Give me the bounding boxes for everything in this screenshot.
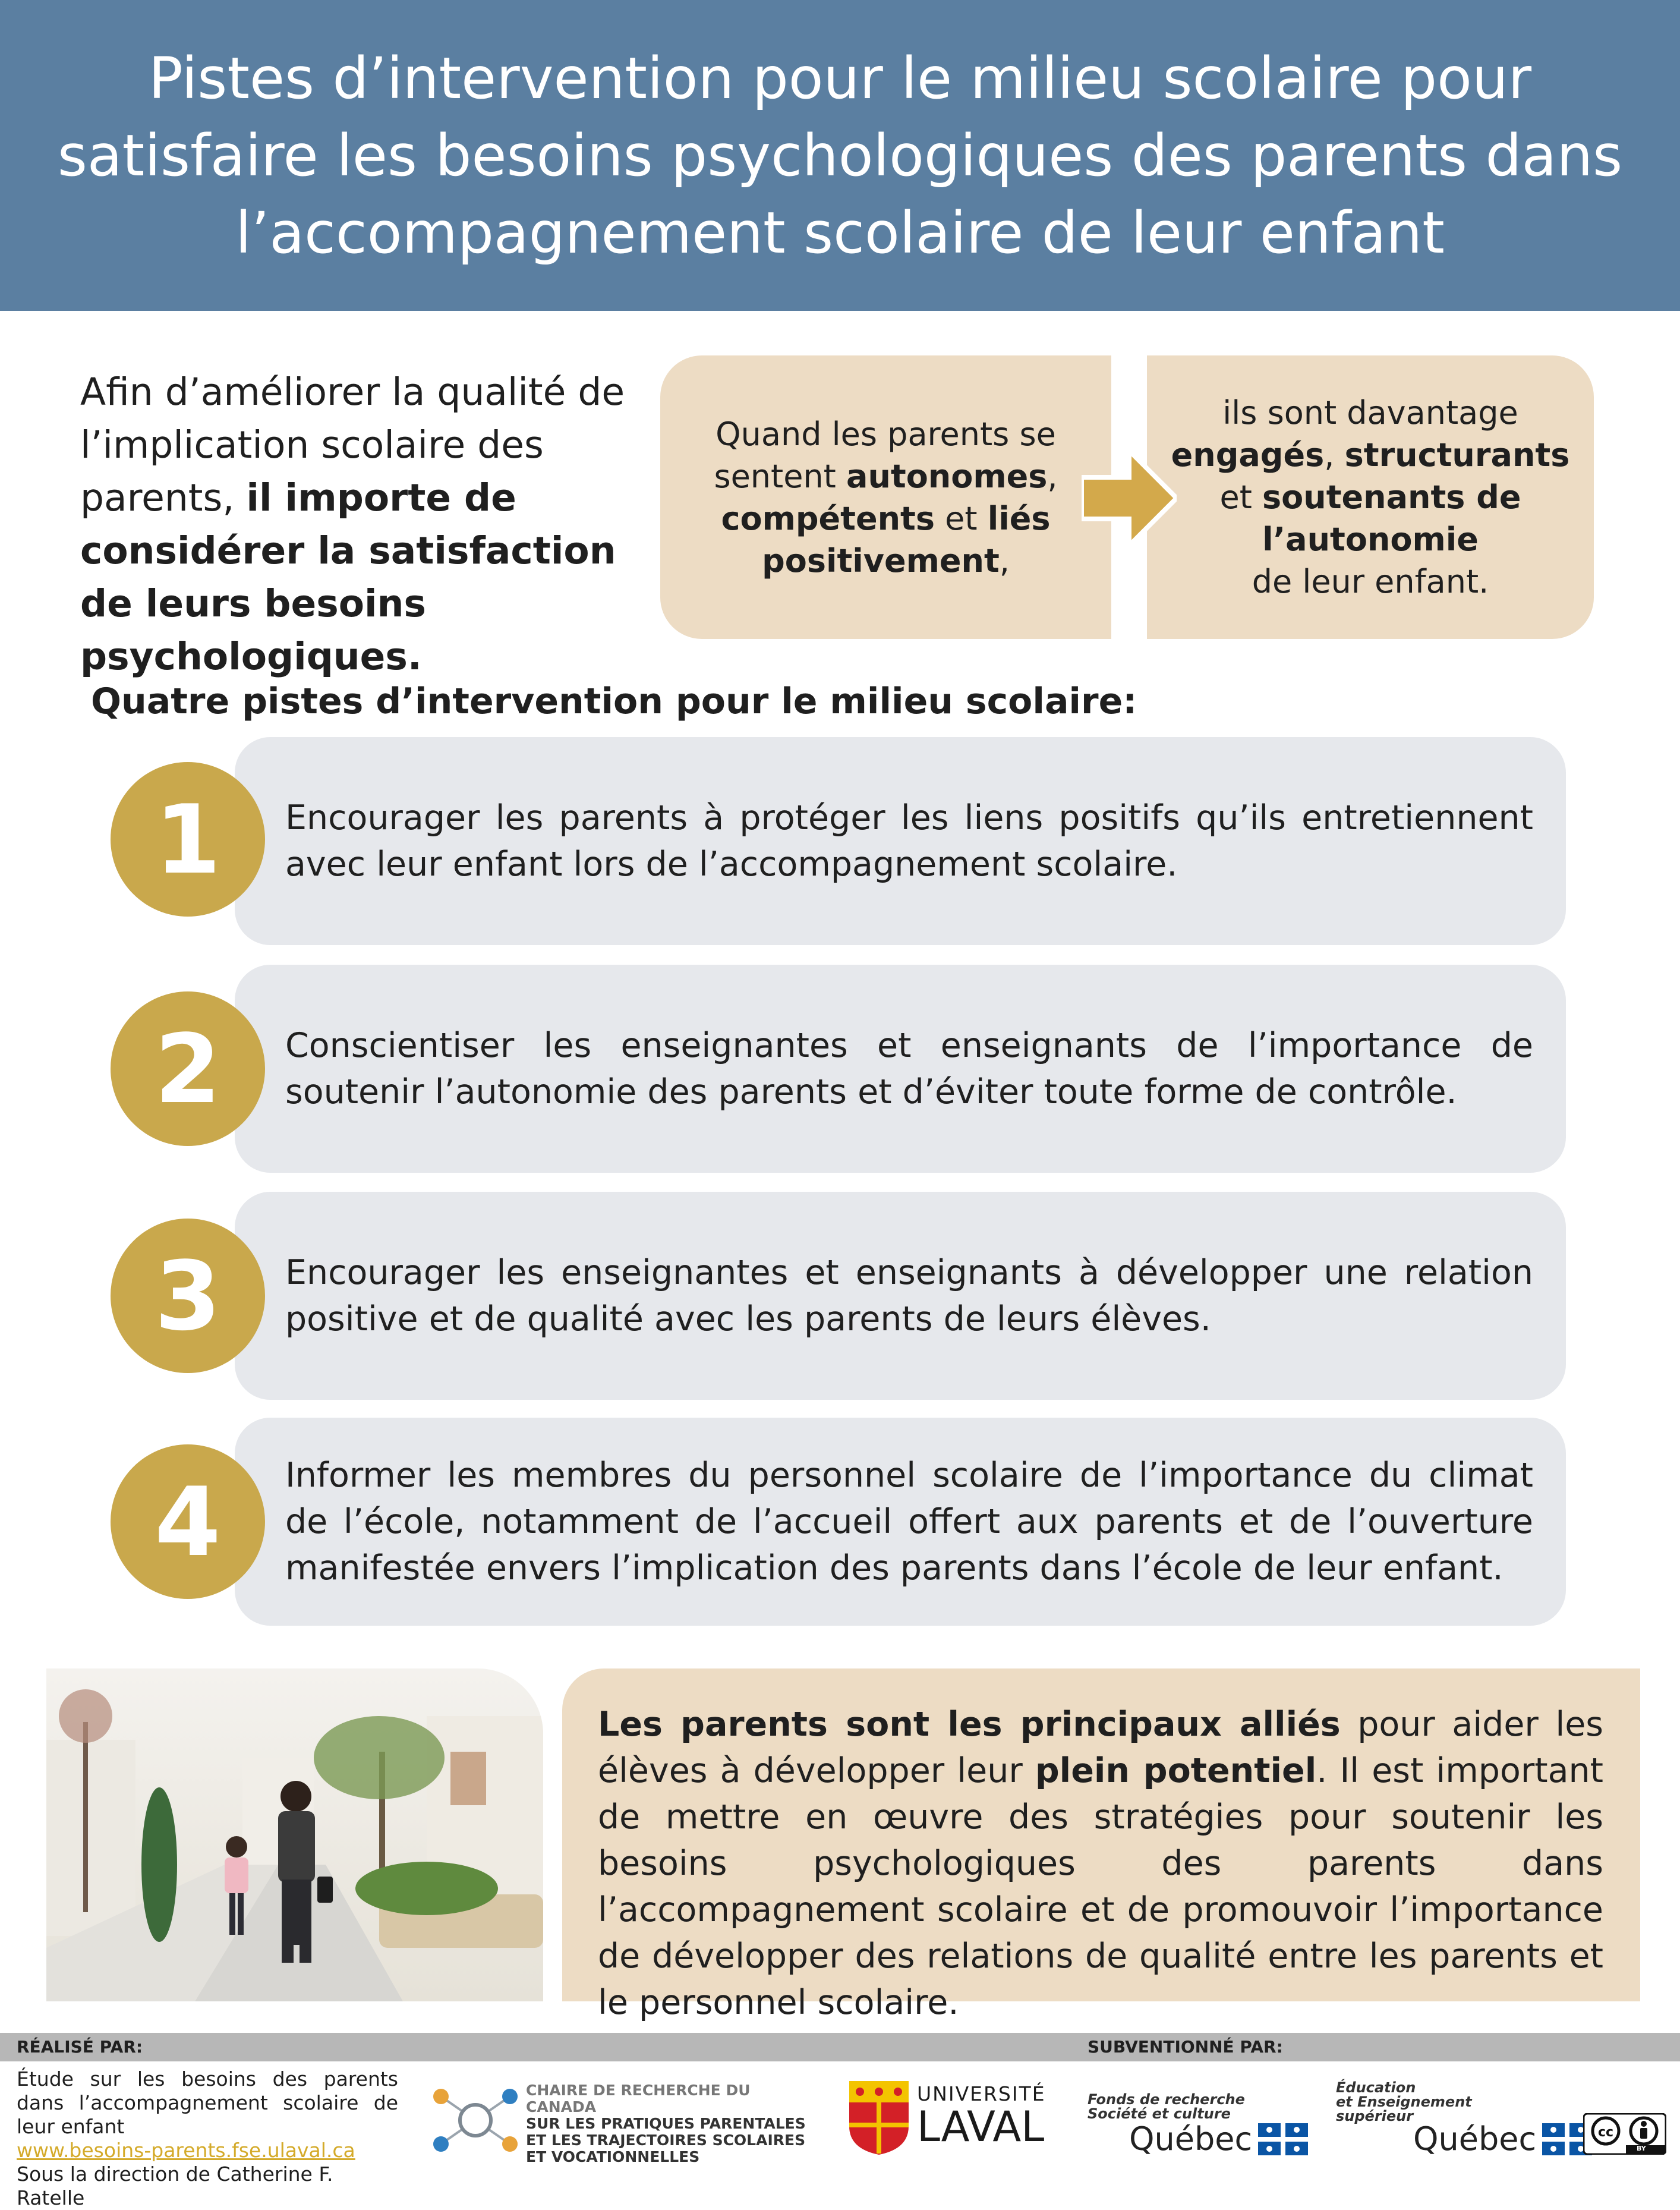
- conclusion-text-1: pour aider les élèves à développer leur: [598, 1705, 1603, 1790]
- box-left-bold-2: compétents: [721, 499, 935, 537]
- frq-line-1: Fonds de recherche: [1088, 2091, 1245, 2108]
- svg-text:cc: cc: [1597, 2125, 1614, 2140]
- arrow-right-icon: [1082, 451, 1177, 546]
- box-right-bold-1: engagés: [1171, 436, 1325, 474]
- network-icon: [428, 2079, 523, 2156]
- laval-name: LAVAL: [917, 2102, 1045, 2151]
- laval-universite: UNIVERSITÉ: [917, 2082, 1046, 2105]
- direction-line: Sous la direction de Catherine F. Ratelle: [17, 2162, 333, 2209]
- box-right-text-2: ,: [1324, 436, 1345, 474]
- ees-quebec: Québec: [1413, 2120, 1537, 2158]
- box-right-bold-3: soutenants de l’autonomie: [1262, 478, 1521, 558]
- cc-by-label: BY: [1637, 2145, 1646, 2152]
- box-right-text-3: et: [1219, 478, 1263, 516]
- title-rest: pour: [1382, 45, 1532, 112]
- piste-text-1: Encourager les parents à protéger les liens positifs qu’ils entretiennent avec leur enfant lors de l’accompagnement scolaire.: [285, 798, 1533, 884]
- laval-wordmark: [917, 2082, 1046, 2151]
- conclusion-text-2: . Il est important de mettre en œuvre des stratégies pour soutenir les besoins psychologiques des parents dans l’accompagnement scolaire et de promouvoir l’importance de développer des relations de qualité entre les parents et le personnel scolaire.: [598, 1751, 1604, 2022]
- box-right-text-1: ils sont davantage: [1222, 394, 1518, 432]
- intro-bold: il importe de considérer la satisfaction de leurs besoins psychologiques.: [80, 476, 616, 678]
- piste-card-2: [235, 965, 1566, 1173]
- chaire-line-2: SUR LES PRATIQUES PARENTALES: [526, 2115, 806, 2132]
- box-left-text-1: Quand les parents se sentent: [714, 415, 1056, 495]
- chaire-logo: [428, 2079, 820, 2165]
- ees-logo: [1336, 2080, 1562, 2158]
- subventionne-label: SUBVENTIONNÉ PAR:: [1088, 2037, 1283, 2057]
- chaire-line-4: ET VOCATIONNELLES: [526, 2148, 700, 2165]
- footer-bar: [0, 2033, 1680, 2061]
- title-line-2: satisfaire les besoins psychologiques des parents dans: [57, 122, 1623, 189]
- ees-line-1: Éducation: [1336, 2079, 1416, 2096]
- header-banner: [0, 0, 1680, 311]
- piste-card-1: [235, 737, 1566, 945]
- footer-credits: [17, 2067, 398, 2210]
- cc-by-license: [1583, 2113, 1666, 2155]
- box-right-bold-2: structurants: [1344, 436, 1570, 474]
- ees-line-3: supérieur: [1336, 2108, 1414, 2124]
- conclusion-bold-2: plein potentiel: [1035, 1751, 1317, 1790]
- piste-number-2: 2: [111, 991, 265, 1146]
- piste-card-3: [235, 1192, 1566, 1400]
- title-bold: Pistes d’intervention pour le milieu scolaire: [148, 45, 1383, 112]
- parent-child-photo: [46, 1668, 543, 2001]
- piste-card-4: [235, 1418, 1566, 1626]
- laval-logo: [847, 2079, 1046, 2159]
- box-left-bold-1: autonomes: [846, 457, 1048, 495]
- box-left-text-3: et: [934, 499, 988, 537]
- frq-line-2: Société et culture: [1088, 2105, 1231, 2122]
- intro-paragraph: [80, 366, 645, 683]
- realise-label: RÉALISÉ PAR:: [17, 2037, 143, 2057]
- piste-number-1: 1: [111, 762, 265, 917]
- chaire-name: [526, 2082, 820, 2165]
- condition-box: [660, 355, 1111, 639]
- intro-text: Afin d’améliorer la qualité de l’implication scolaire des parents,: [80, 370, 625, 520]
- piste-number-3: 3: [111, 1219, 265, 1373]
- website-link[interactable]: www.besoins-parents.fse.ulaval.ca: [17, 2139, 355, 2162]
- box-left-bold-3: liés positivement: [762, 499, 1051, 580]
- quebec-flag-icon: [1258, 2123, 1308, 2155]
- chaire-line-3: ET LES TRAJECTOIRES SCOLAIRES: [526, 2132, 806, 2149]
- pistes-heading: Quatre pistes d’intervention pour le milieu scolaire:: [91, 681, 1137, 722]
- box-left-text-4: ,: [999, 542, 1010, 580]
- conclusion-text: [598, 1701, 1603, 2026]
- laval-shield-icon: [847, 2079, 911, 2156]
- creative-commons-icon: [1583, 2113, 1666, 2155]
- frq-logo: [1088, 2092, 1313, 2158]
- conclusion-box: [562, 1668, 1640, 2022]
- chaire-line-1: CHAIRE DE RECHERCHE DU CANADA: [526, 2082, 751, 2115]
- title-line-3: l’accompagnement scolaire de leur enfant: [235, 199, 1445, 266]
- box-right-text-4: de leur enfant.: [1252, 563, 1489, 600]
- piste-text-4: Informer les membres du personnel scolaire de l’importance du climat de l’école, notamment de l’accueil offert aux parents et de l’ouverture manifestée envers l’implication des parents dans l’école de leur enfant.: [285, 1456, 1533, 1588]
- outcome-box: [1147, 355, 1594, 639]
- ees-line-2: et Enseignement: [1336, 2093, 1472, 2110]
- page-title: [38, 40, 1643, 272]
- piste-number-4: 4: [111, 1444, 265, 1599]
- study-line: Étude sur les besoins des parents dans l’accompagnement scolaire de leur enfant: [17, 2067, 398, 2138]
- box-left-text-2: ,: [1047, 457, 1058, 495]
- piste-text-3: Encourager les enseignantes et enseignants à développer une relation positive et de qualité avec les parents de leurs élèves.: [285, 1253, 1533, 1339]
- conclusion-bold-1: Les parents sont les principaux alliés: [598, 1705, 1341, 1744]
- piste-text-2: Conscientiser les enseignantes et enseignants de l’importance de soutenir l’autonomie des parents et d’éviter toute forme de contrôle.: [285, 1026, 1533, 1112]
- frq-quebec: Québec: [1129, 2120, 1253, 2158]
